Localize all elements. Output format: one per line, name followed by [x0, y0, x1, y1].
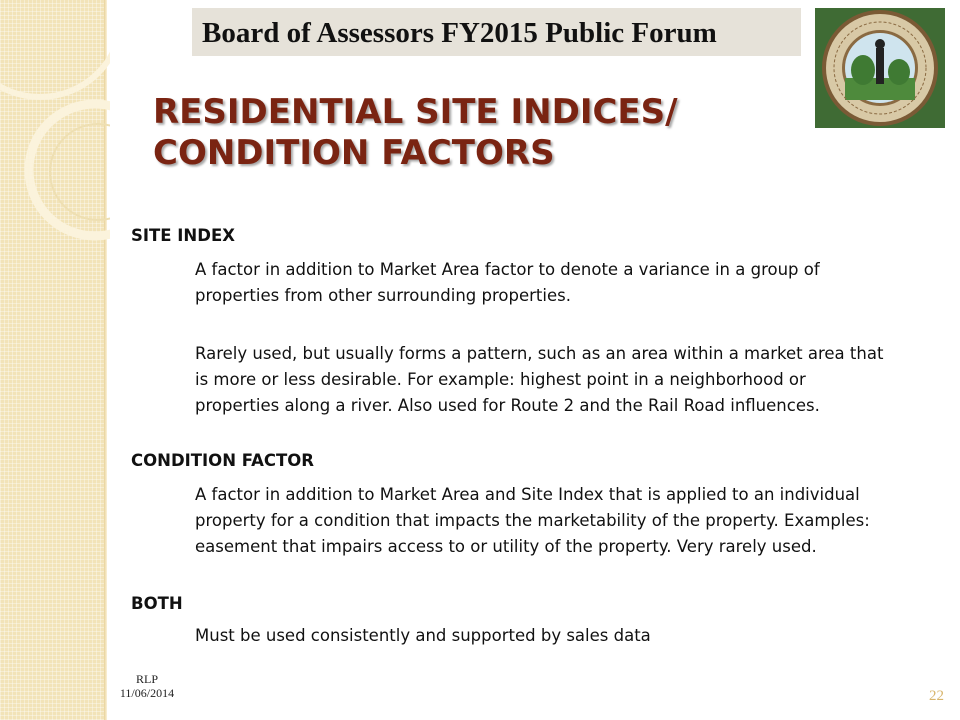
- paragraph-line: A factor in addition to Market Area factor to denote a variance in a group of: [195, 260, 820, 279]
- condition-factor-definition: [195, 482, 925, 560]
- paragraph-line: is more or less desirable. For example: highest point in a neighborhood or: [195, 370, 806, 389]
- town-seal-logo: [815, 8, 945, 128]
- paragraph-line: Must be used consistently and supported by sales data: [195, 626, 651, 645]
- slide-title-line: RESIDENTIAL SITE INDICES/: [153, 92, 678, 132]
- paragraph-line: Rarely used, but usually forms a pattern, such as an area within a market area that: [195, 344, 884, 363]
- section-heading-site-index: SITE INDEX: [131, 226, 235, 245]
- site-index-definition: [195, 257, 925, 309]
- footer-date: 11/06/2014: [119, 686, 175, 700]
- both-note: [195, 623, 925, 649]
- footer-author-date: [112, 672, 182, 700]
- paragraph-line: properties from other surrounding properties.: [195, 286, 571, 305]
- slide-title-line: CONDITION FACTORS: [153, 133, 555, 173]
- section-heading-condition-factor: CONDITION FACTOR: [131, 451, 314, 470]
- paragraph-line: easement that impairs access to or utility of the property. Very rarely used.: [195, 537, 817, 556]
- site-index-usage: [195, 341, 925, 419]
- page-number: 22: [929, 688, 944, 704]
- paragraph-line: properties along a river. Also used for Route 2 and the Rail Road influences.: [195, 396, 820, 415]
- footer-author: RLP: [135, 672, 158, 686]
- paragraph-line: A factor in addition to Market Area and Site Index that is applied to an individual: [195, 485, 860, 504]
- decorative-swirl: [0, 0, 110, 720]
- paragraph-line: property for a condition that impacts the marketability of the property. Examples:: [195, 511, 870, 530]
- slide-title: [153, 92, 813, 174]
- section-heading-both: BOTH: [131, 594, 183, 613]
- header-title: Board of Assessors FY2015 Public Forum: [202, 17, 717, 49]
- header-banner: [192, 8, 801, 56]
